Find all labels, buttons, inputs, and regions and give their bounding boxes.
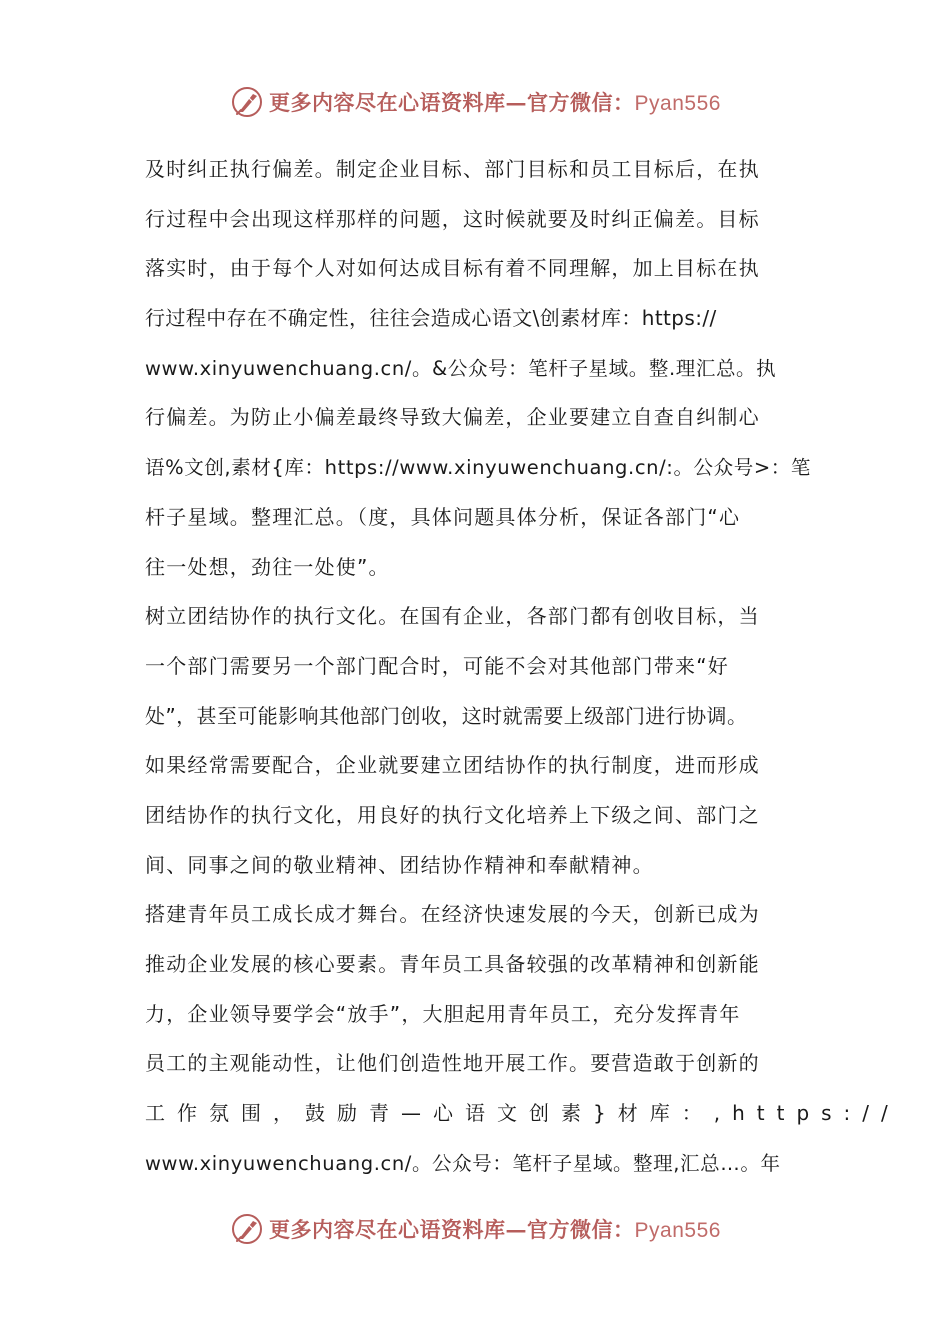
text-line: 及时纠正执行偏差。制定企业目标、部门目标和员工目标后，在执: [145, 157, 760, 181]
text-line: 推动企业发展的核心要素。青年员工具备较强的改革精神和创新能: [145, 952, 760, 976]
footer-banner-text: [269, 1214, 721, 1244]
text-line: 落实时，由于每个人对如何达成目标有着不同理解，加上目标在执: [145, 256, 760, 281]
text-line: 树立团结协作的执行文化。在国有企业，各部门都有创收目标，当: [145, 604, 760, 629]
quill-pen-logo-icon: [229, 84, 265, 120]
text-line: 行过程中会出现这样那样的问题，这时候就要及时纠正偏差。目标: [145, 206, 760, 231]
header-banner-text: [269, 87, 721, 117]
text-line: 力，企业领导要学会“放手”，大胆起用青年员工，充分发挥青年: [145, 1001, 741, 1026]
text-line: 员工的主观能动性，让他们创造性地开展工作。要营造敢于创新的: [145, 1051, 760, 1076]
text-line: 间、同事之间的敬业精神、团结协作精神和奉献精神。: [145, 852, 654, 877]
text-line: 行偏差。为防止小偏差最终导致大偏差，企业要建立自查自纠制心: [145, 405, 760, 430]
footer-wechat-id: Pyan556: [634, 1219, 721, 1242]
article-body: [145, 145, 900, 1188]
text-line: 团结协作的执行文化，用良好的执行文化培养上下级之间、部门之: [145, 802, 760, 827]
header-banner-label: 更多内容尽在心语资料库—官方微信：: [269, 90, 635, 115]
text-line: 语%文创,素材{库：https://www.xinyuwenchuang.cn/:。公众号>：笔: [145, 456, 811, 480]
text-line: 如果经常需要配合，企业就要建立团结协作的执行制度，进而形成: [145, 753, 760, 778]
text-line: 行过程中存在不确定性，往往会造成心语文\创素材库：https://: [145, 306, 717, 331]
text-line: 往一处想，劲往一处使”。: [145, 554, 390, 579]
text-line: 工作氛围，鼓励青—心语文创素}材库：,https://: [145, 1101, 900, 1126]
text-line: 处”，甚至可能影响其他部门创收，这时就需要上级部门进行协调。: [145, 703, 748, 728]
text-line: www.xinyuwenchuang.cn/。&公众号：笔杆子星域。整.理汇总。执: [145, 356, 777, 380]
page-footer-banner: [0, 1207, 950, 1251]
text-line: www.xinyuwenchuang.cn/。公众号：笔杆子星域。整理,汇总…。年: [145, 1151, 781, 1175]
page-header-banner: [0, 80, 950, 124]
footer-banner-label: 更多内容尽在心语资料库—官方微信：: [269, 1217, 635, 1242]
quill-pen-logo-icon: [229, 1211, 265, 1247]
text-line: 一个部门需要另一个部门配合时，可能不会对其他部门带来“好: [145, 653, 729, 678]
text-line: 杆子星域。整理汇总。（度，具体问题具体分析，保证各部门“心: [145, 504, 741, 529]
header-wechat-id: Pyan556: [634, 92, 721, 115]
text-line: 搭建青年员工成长成才舞台。在经济快速发展的今天，创新已成为: [145, 902, 760, 927]
